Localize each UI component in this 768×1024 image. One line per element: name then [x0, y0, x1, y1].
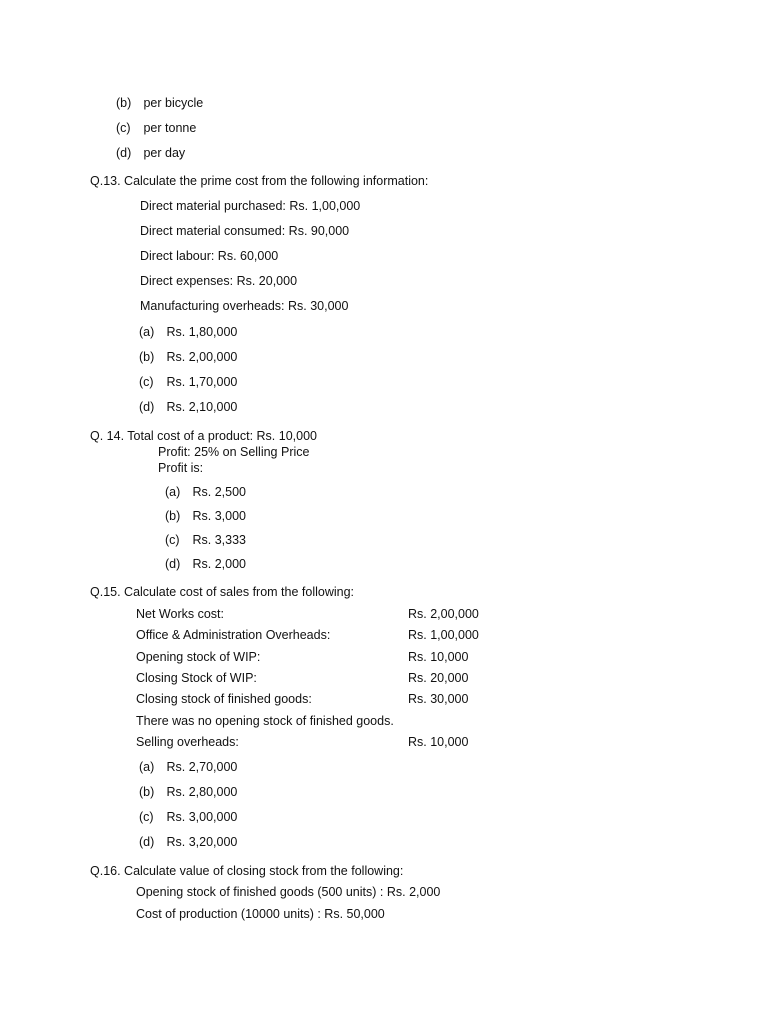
- q15-option-c: [139, 810, 237, 825]
- option-label: (c): [165, 533, 180, 547]
- option-label: (d): [139, 835, 155, 849]
- option-label: (a): [139, 760, 155, 774]
- option-text: per tonne: [143, 121, 197, 135]
- option-text: Rs. 2,10,000: [166, 400, 238, 414]
- q15-row-note: There was no opening stock of finished goods.: [136, 714, 394, 728]
- q15-row-item: Selling overheads:: [136, 735, 239, 749]
- q15-row-item: Opening stock of WIP:: [136, 650, 261, 664]
- q16-info-line: Cost of production (10000 units) : Rs. 50,000: [136, 907, 385, 921]
- q15-option-d: [139, 835, 237, 850]
- q13-option-d: [139, 400, 237, 415]
- q14-info-line: Profit: 25% on Selling Price: [158, 445, 310, 459]
- option-label: (d): [139, 400, 155, 414]
- option-text: per bicycle: [143, 96, 204, 110]
- option-label: (b): [139, 350, 155, 364]
- q15-row-amount: Rs. 20,000: [408, 671, 469, 685]
- q15-row-item: Office & Administration Overheads:: [136, 628, 331, 642]
- q15-row-item: Net Works cost:: [136, 607, 224, 621]
- option-text: Rs. 3,333: [192, 533, 246, 547]
- option-label: (b): [116, 96, 132, 110]
- option-text: Rs. 3,20,000: [166, 835, 238, 849]
- q13-option-a: [139, 325, 237, 340]
- option-label: (c): [139, 375, 154, 389]
- option-text: Rs. 2,80,000: [166, 785, 238, 799]
- option-label: (d): [165, 557, 181, 571]
- option-text: Rs. 1,70,000: [166, 375, 238, 389]
- q15-row-amount: Rs. 10,000: [408, 650, 469, 664]
- q15-row-item: Closing Stock of WIP:: [136, 671, 257, 685]
- q15-question: Q.15. Calculate cost of sales from the following:: [90, 585, 355, 599]
- q15-row-item: Closing stock of finished goods:: [136, 692, 312, 706]
- q14-option-c: [165, 533, 246, 548]
- q13-option-b: [139, 350, 237, 365]
- option-label: (b): [165, 509, 181, 523]
- q13-option-c: [139, 375, 237, 390]
- option-text: Rs. 2,00,000: [166, 350, 238, 364]
- q12-option-b: [116, 96, 203, 111]
- q15-row-amount: Rs. 2,00,000: [408, 607, 479, 621]
- q13-question: Q.13. Calculate the prime cost from the following information:: [90, 174, 429, 188]
- q15-option-b: [139, 785, 237, 800]
- q16-info-line: Opening stock of finished goods (500 units) : Rs. 2,000: [136, 885, 441, 899]
- option-label: (b): [139, 785, 155, 799]
- q14-option-a: [165, 485, 246, 500]
- q13-info-line: Direct material consumed: Rs. 90,000: [140, 224, 350, 238]
- q16-question: Q.16. Calculate value of closing stock from the following:: [90, 864, 404, 878]
- option-text: Rs. 2,500: [192, 485, 246, 499]
- q13-info-line: Direct expenses: Rs. 20,000: [140, 274, 298, 288]
- q14-info-line: Profit is:: [158, 461, 204, 475]
- q12-option-d: [116, 146, 185, 161]
- q14-option-b: [165, 509, 246, 524]
- option-text: per day: [143, 146, 186, 160]
- option-text: Rs. 3,00,000: [166, 810, 238, 824]
- option-label: (c): [139, 810, 154, 824]
- q15-option-a: [139, 760, 237, 775]
- q15-row-amount: Rs. 30,000: [408, 692, 469, 706]
- q13-info-line: Direct material purchased: Rs. 1,00,000: [140, 199, 361, 213]
- option-label: (d): [116, 146, 132, 160]
- q12-option-c: [116, 121, 196, 136]
- q13-info-line: Direct labour: Rs. 60,000: [140, 249, 279, 263]
- option-text: Rs. 1,80,000: [166, 325, 238, 339]
- option-text: Rs. 2,70,000: [166, 760, 238, 774]
- option-label: (c): [116, 121, 131, 135]
- option-text: Rs. 3,000: [192, 509, 246, 523]
- q15-row-amount: Rs. 10,000: [408, 735, 469, 749]
- option-text: Rs. 2,000: [192, 557, 246, 571]
- option-label: (a): [165, 485, 181, 499]
- q13-info-line: Manufacturing overheads: Rs. 30,000: [140, 299, 349, 313]
- option-label: (a): [139, 325, 155, 339]
- q15-row-amount: Rs. 1,00,000: [408, 628, 479, 642]
- q14-option-d: [165, 557, 246, 572]
- q14-question: Q. 14. Total cost of a product: Rs. 10,000: [90, 429, 317, 443]
